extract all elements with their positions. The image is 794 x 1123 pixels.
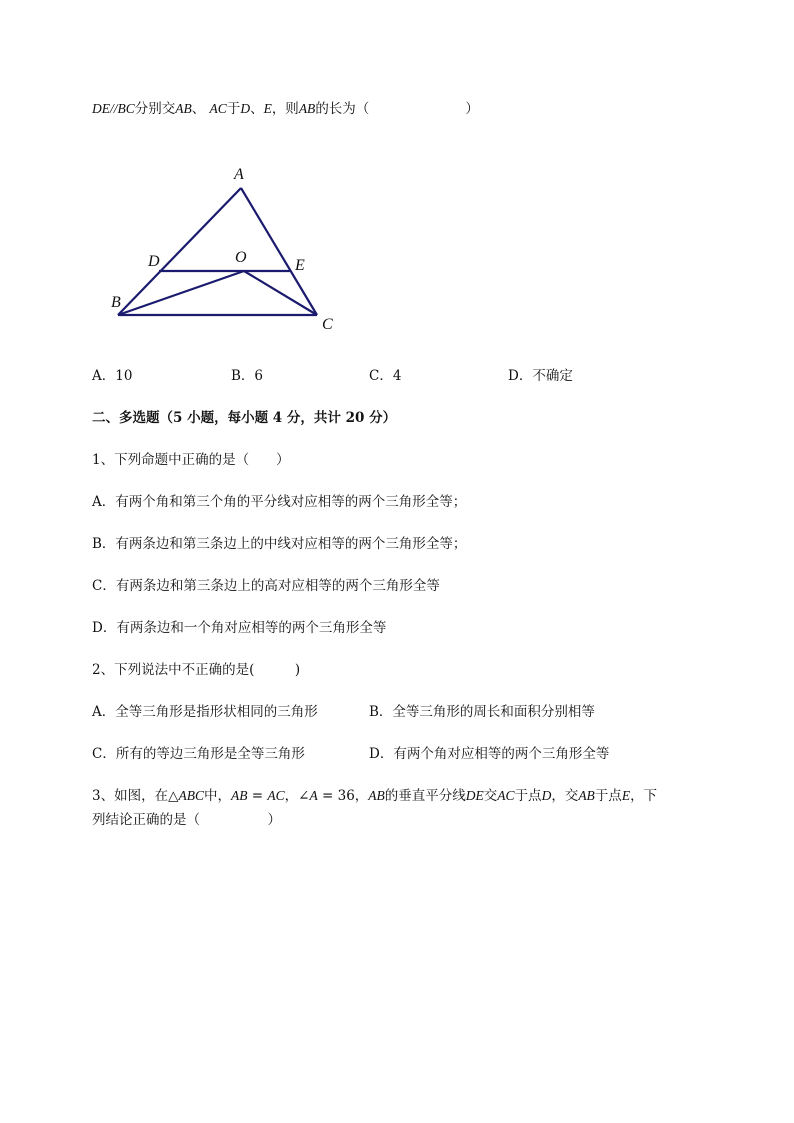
q1-stem: 1、下列命题中正确的是（ ）	[92, 452, 290, 468]
prev-option-c: C．4	[369, 368, 402, 384]
segment-oc	[244, 271, 317, 315]
q2-option-b: B．全等三角形的周长和面积分别相等	[369, 704, 595, 720]
label-b: B	[111, 294, 121, 311]
q1-option-b: B．有两条边和第三条边上的中线对应相等的两个三角形全等；	[92, 536, 467, 552]
q2-option-d: D．有两个角对应相等的两个三角形全等	[369, 746, 610, 762]
math-de-parallel-bc: DE//BC	[92, 101, 135, 116]
q3-stem-line2: 列结论正确的是（ ）	[92, 812, 281, 828]
segment-ab	[118, 188, 241, 315]
question-intro-line: DE//BC分别交AB、 AC于D、E，则AB的长为（ ）	[92, 101, 479, 117]
label-e: E	[295, 257, 305, 274]
q2-stem: 2、下列说法中不正确的是( )	[92, 662, 301, 678]
section-title: 二、多选题（5 小题，每小题 4 分，共计 20 分）	[92, 410, 397, 426]
prev-option-a: A．10	[92, 368, 133, 384]
prev-option-d: D．不确定	[508, 368, 573, 384]
label-a: A	[234, 166, 244, 183]
q3-stem-line1: 3、如图，在△ABC中，AB = AC，∠A = 36，AB的垂直平分线DE交AC于点D，交AB于点E，下	[92, 788, 658, 804]
q2-option-a: A．全等三角形是指形状相同的三角形	[92, 704, 318, 720]
label-c: C	[322, 316, 333, 333]
label-d: D	[148, 253, 160, 270]
prev-option-b: B．6	[231, 368, 264, 384]
segment-bo	[118, 271, 244, 315]
q2-option-c: C．所有的等边三角形是全等三角形	[92, 746, 305, 762]
q1-option-c: C．有两条边和第三条边上的高对应相等的两个三角形全等	[92, 578, 440, 594]
q1-option-a: A．有两个角和第三个角的平分线对应相等的两个三角形全等；	[92, 494, 467, 510]
triangle-figure	[100, 158, 350, 338]
segment-ac	[241, 188, 317, 315]
label-o: O	[235, 249, 247, 266]
q1-option-d: D．有两条边和一个角对应相等的两个三角形全等	[92, 620, 387, 636]
